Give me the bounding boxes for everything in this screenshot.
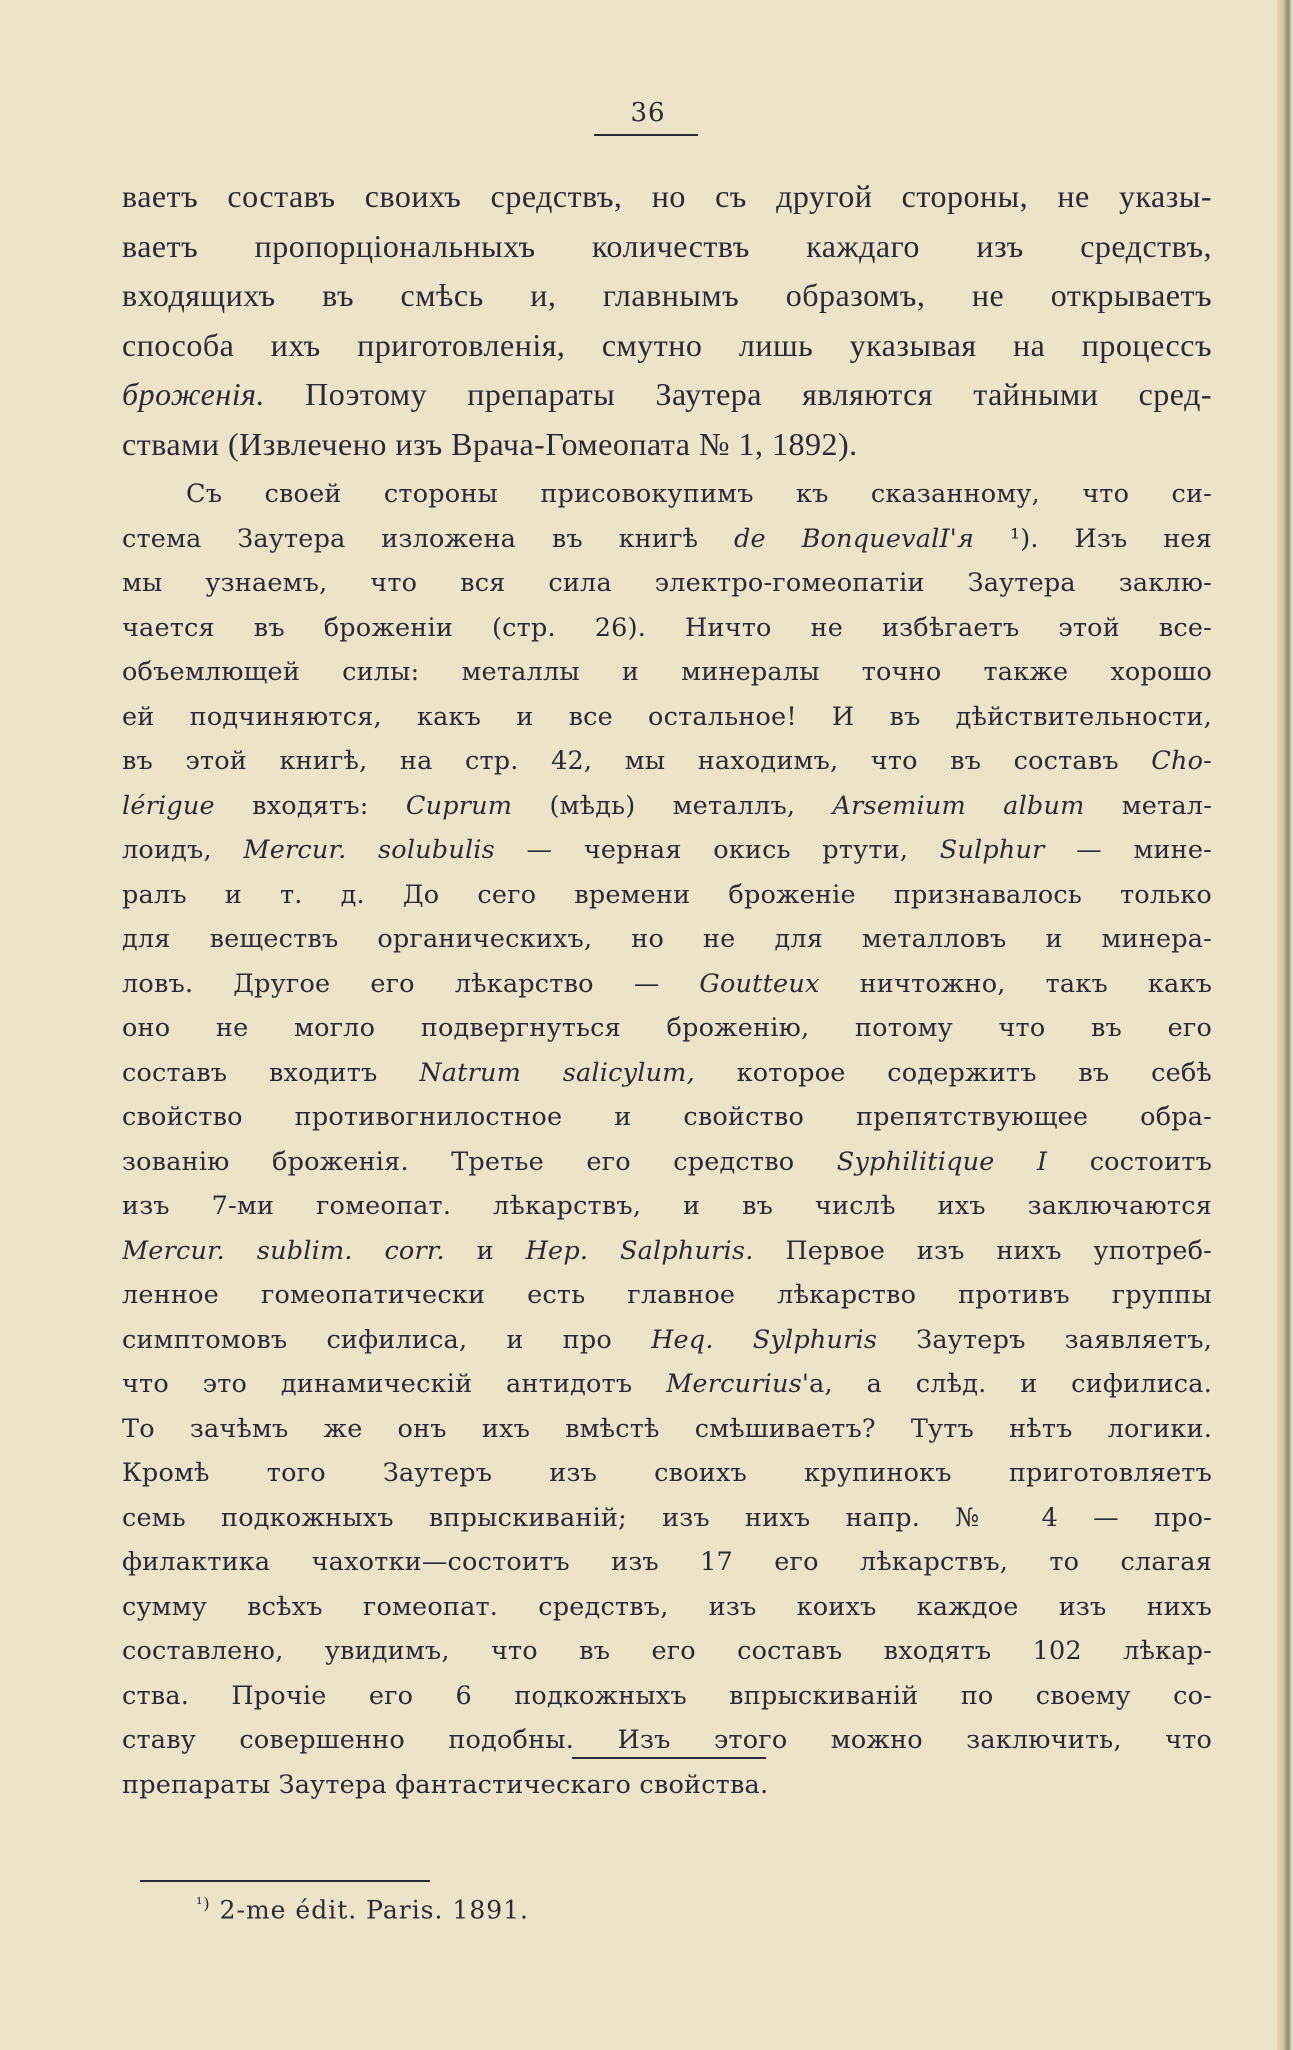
text-line: ства. Прочіе его 6 подкожныхъ впрыскиваній по своему со- xyxy=(122,1680,1212,1711)
italic-term: Mercurius xyxy=(666,1369,802,1399)
text-line: составъ входитъ Natrum salicylum, которое содержитъ въ себѣ xyxy=(122,1057,1212,1088)
text-line: То зачѣмъ же онъ ихъ вмѣстѣ смѣшиваетъ? Тутъ нѣтъ логики. xyxy=(122,1413,1212,1444)
page-number-rule xyxy=(594,134,698,136)
italic-term: Cho- xyxy=(1151,746,1212,776)
text-line: препараты Заутера фантастическаго свойства. xyxy=(122,1769,769,1800)
text-line: ловъ. Другое его лѣкарство — Goutteux ничтожно, такъ какъ xyxy=(122,968,1212,999)
paragraph-1 xyxy=(122,172,1212,469)
text-line: Кромѣ того Заутеръ изъ своихъ крупинокъ приготовляетъ xyxy=(122,1458,1212,1488)
text-line: оно не могло подвергнуться броженію, потому что въ его xyxy=(122,1013,1212,1043)
italic-term: Hep. Salphuris. xyxy=(525,1235,754,1266)
italic-term: Mercur. solubulis xyxy=(243,835,495,865)
footnote-text: 2-me édit. Paris. 1891. xyxy=(210,1895,529,1925)
text-line: филактика чахотки—состоитъ изъ 17 его лѣкарствъ, то слагая xyxy=(122,1547,1212,1577)
italic-term: Heq. Sylphuris xyxy=(651,1324,878,1355)
text-line: чается въ броженіи (стр. 26). Ничто не избѣгаетъ этой все- xyxy=(122,612,1212,643)
footnote-reference: ¹). Изъ нея xyxy=(974,523,1212,554)
text-line: составлено, увидимъ, что въ его составъ входятъ 102 лѣкар- xyxy=(122,1636,1212,1666)
text-line: объемлющей силы: металлы и минералы точно также хорошо xyxy=(122,657,1212,687)
text-line: lérigue входятъ: Cuprum (мѣдь) металлъ, Arsemium album метал- xyxy=(122,790,1212,821)
italic-term: lérigue xyxy=(122,790,215,821)
text-line: ваетъ пропорціональныхъ количествъ каждаго изъ средствъ, xyxy=(122,227,1212,264)
text-line: изъ 7-ми гомеопат. лѣкарствъ, и въ числѣ ихъ заключаются xyxy=(122,1191,1212,1221)
text-line: что это динамическій антидотъ Mercurius'а, а слѣд. и сифилиса. xyxy=(122,1369,1212,1399)
italic-term: de BonquevalІ'я xyxy=(734,523,975,554)
italic-term: броженія. xyxy=(122,376,265,412)
text-line: сумму всѣхъ гомеопат. средствъ, изъ коихъ каждое изъ нихъ xyxy=(122,1591,1212,1622)
footnote xyxy=(196,1894,529,1924)
italic-term: Cuprum xyxy=(405,790,513,821)
text-line: семь подкожныхъ впрыскиваній; изъ нихъ напр. № 4 — про- xyxy=(122,1502,1212,1533)
text-line: ставу совершенно подобны. Изъ этого можно заключить, что xyxy=(122,1725,1212,1755)
text-line: Mercur. sublim. corr. и Hep. Salphuris. Первое изъ нихъ употреб- xyxy=(122,1235,1212,1266)
text-line: въ этой книгѣ, на стр. 42, мы находимъ, что въ составъ Cho- xyxy=(122,746,1212,776)
text-line: ей подчиняются, какъ и все остальное! И въ дѣйствительности, xyxy=(122,701,1212,732)
footnote-marker: ¹) xyxy=(196,1894,211,1913)
italic-term: Natrum salicylum, xyxy=(419,1057,695,1088)
text-line: входящихъ въ смѣсь и, главнымъ образомъ, не открываетъ xyxy=(122,277,1212,313)
italic-term: Mercur. sublim. corr. xyxy=(122,1235,445,1266)
italic-term: Arsemium album xyxy=(832,790,1085,821)
page-number: 36 xyxy=(630,98,666,128)
italic-term: Goutteux xyxy=(699,968,820,999)
text-line: свойство противогнилостное и свойство препятствующее обра- xyxy=(122,1102,1212,1132)
page-edge xyxy=(1277,0,1293,2050)
text-line: способа ихъ приготовленія, смутно лишь указывая на процессъ xyxy=(122,326,1212,363)
section-end-rule xyxy=(572,1757,766,1759)
text-line: броженія. Поэтому препараты Заутера являются тайными сред- xyxy=(122,376,1212,412)
text-line: ралъ и т. д. До сего времени броженіе признавалось только xyxy=(122,879,1212,910)
text-line: Съ своей стороны присовокупимъ къ сказанному, что си- xyxy=(186,479,1212,509)
paragraph-2 xyxy=(122,472,1212,1807)
text-line: ствами (Извлечено изъ Врача-Гомеопата № 1, 1892). xyxy=(122,425,858,462)
text-line: ваетъ составъ своихъ средствъ, но съ другой стороны, не указы- xyxy=(122,178,1212,214)
text-line: мы узнаемъ, что вся сила электро-гомеопатіи Заутера заклю- xyxy=(122,568,1212,598)
text-line: симптомовъ сифилиса, и про Heq. Sylphuris Заутеръ заявляетъ, xyxy=(122,1324,1212,1355)
text-line: лоидъ, Mercur. solubulis — черная окись ртути, Sulphur — мине- xyxy=(122,835,1212,865)
footnote-rule xyxy=(140,1880,430,1882)
text-line: зованію броженія. Третье его средство Syphilitique I состоитъ xyxy=(122,1146,1212,1177)
italic-term: Syphilitique I xyxy=(836,1146,1048,1177)
text-line: стема Заутера изложена въ книгѣ de BonquevalІ'я ¹). Изъ нея xyxy=(122,523,1212,554)
italic-term: Sulphur xyxy=(939,835,1045,865)
text-line: ленное гомеопатически есть главное лѣкарство противъ группы xyxy=(122,1280,1212,1310)
text-line: для веществъ органическихъ, но не для металловъ и минера- xyxy=(122,924,1212,954)
